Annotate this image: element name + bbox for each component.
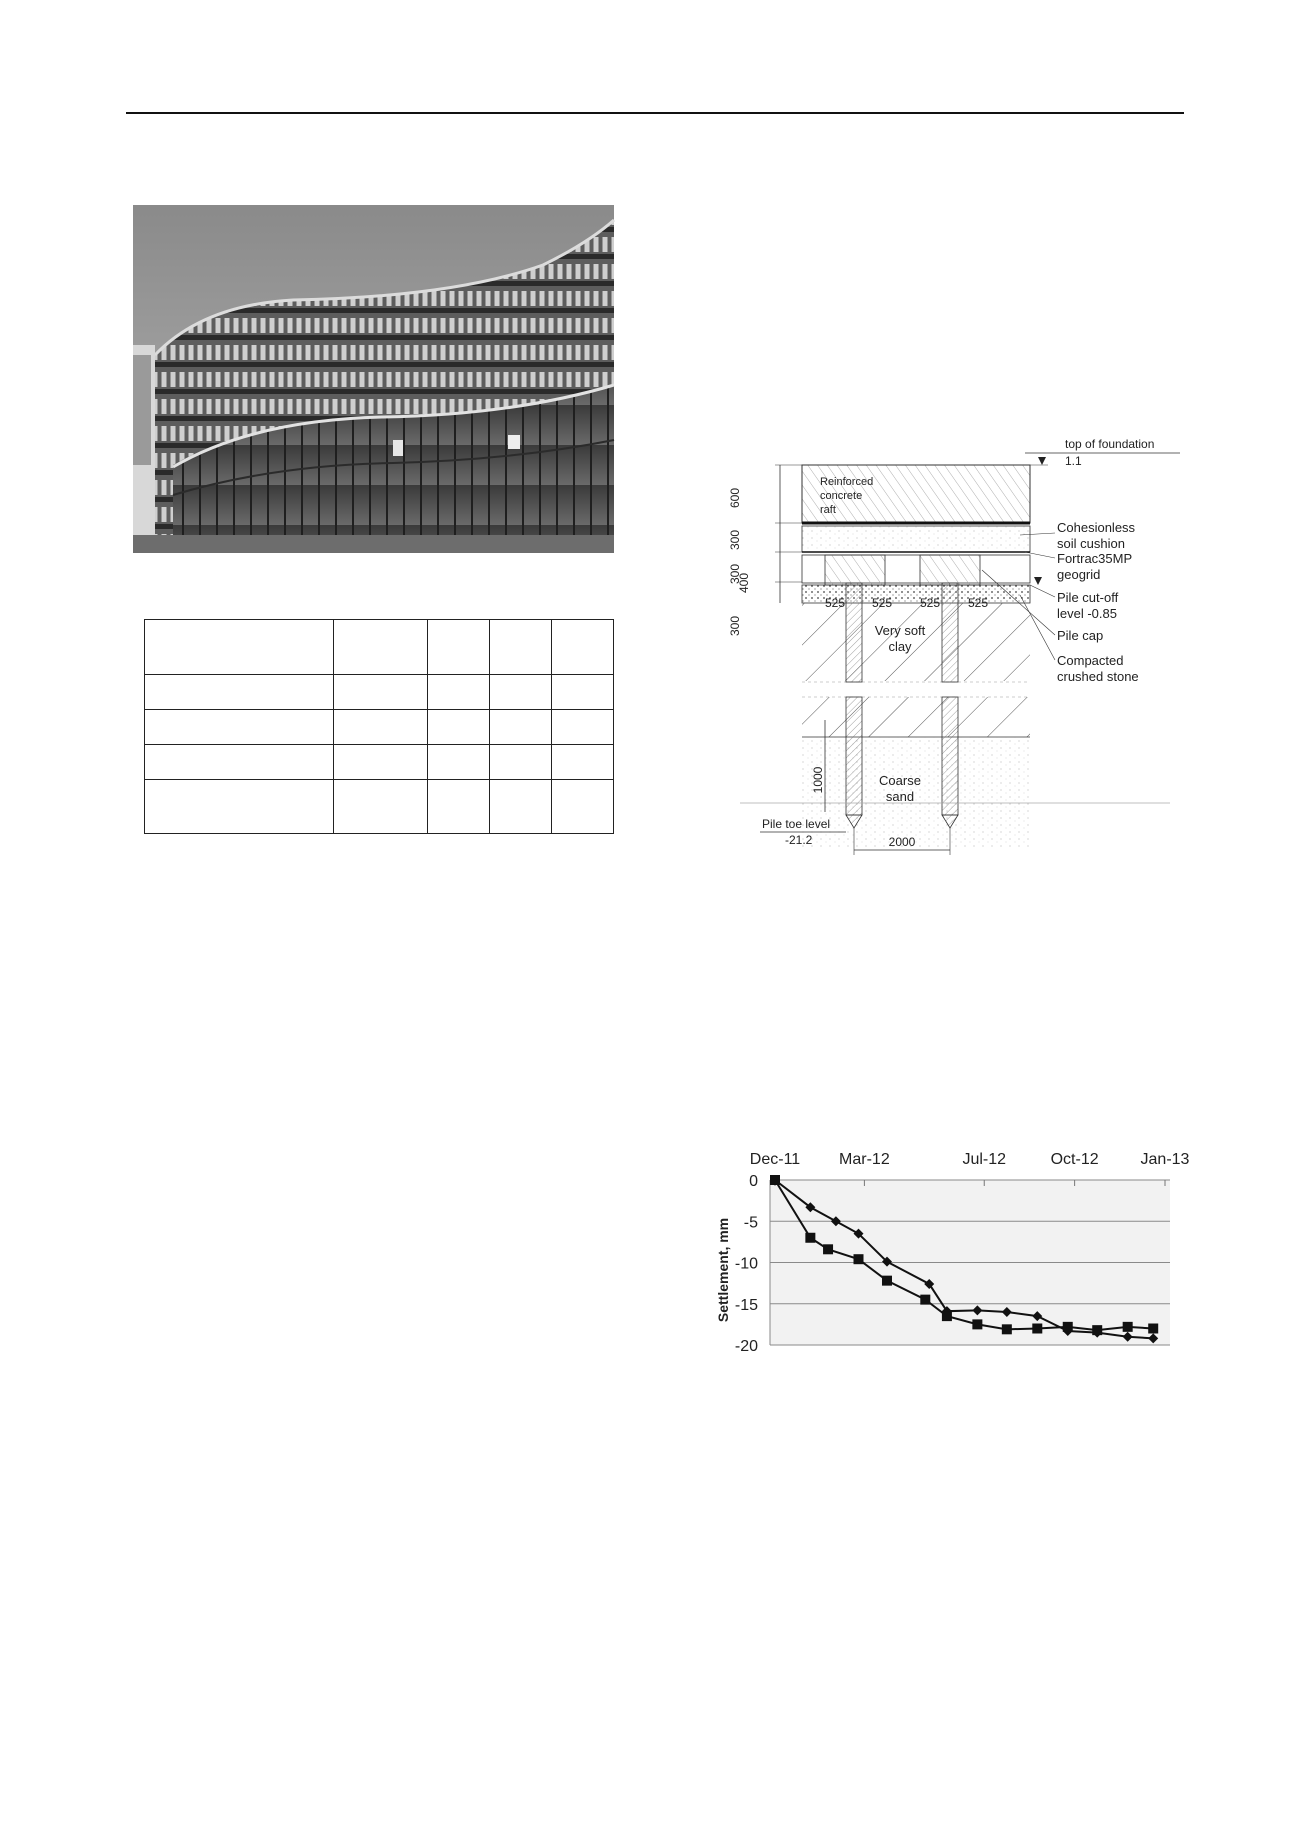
table-cell xyxy=(552,710,614,745)
foundation-section-diagram xyxy=(720,410,1190,880)
y-tick-label: -5 xyxy=(743,1214,758,1232)
table-cell xyxy=(552,675,614,710)
pile-toe-level: -21.2 xyxy=(785,833,813,847)
table-cell xyxy=(552,745,614,780)
table-cell xyxy=(428,745,490,780)
settlement-chart xyxy=(700,1110,1190,1360)
dim-label: 300 xyxy=(728,615,742,637)
x-tick-label: Jul-12 xyxy=(962,1151,1007,1168)
x-tick-label: Mar-12 xyxy=(839,1151,890,1168)
table-cell xyxy=(428,620,490,675)
geogrid-label: geogrid xyxy=(1057,567,1101,582)
dim-label: 1000 xyxy=(811,766,825,794)
table-cell xyxy=(333,675,428,710)
table-cell xyxy=(490,675,552,710)
data-point xyxy=(942,1311,952,1321)
data-point xyxy=(805,1233,815,1243)
data-point xyxy=(1032,1324,1042,1334)
data-point xyxy=(770,1175,780,1185)
table-cell xyxy=(552,780,614,834)
raft-label: concrete xyxy=(820,490,863,502)
table-cell xyxy=(490,745,552,780)
table-cell xyxy=(333,780,428,834)
x-tick-label: Oct-12 xyxy=(1050,1151,1099,1168)
chart-grid xyxy=(770,1180,1170,1345)
data-point xyxy=(920,1295,930,1305)
table-cell xyxy=(145,620,334,675)
table-cell xyxy=(145,710,334,745)
table-cell xyxy=(145,675,334,710)
data-point xyxy=(1148,1324,1158,1334)
dim-label: 525 xyxy=(871,596,893,610)
sand-layer xyxy=(802,737,1030,847)
table-cell xyxy=(428,675,490,710)
dim-label: 525 xyxy=(824,596,846,610)
crushed-stone-label: Compacted xyxy=(1057,653,1124,668)
data-point xyxy=(972,1319,982,1329)
pile-cap xyxy=(920,555,980,585)
y-tick-label: 0 xyxy=(749,1173,758,1190)
geogrid-label: Fortrac35MP xyxy=(1057,551,1133,566)
pile-toe-label: Pile toe level xyxy=(762,817,831,831)
table-cell xyxy=(145,780,334,834)
header-rule xyxy=(126,112,1184,114)
table-row xyxy=(145,780,614,834)
dim-label: 2000 xyxy=(888,835,916,849)
table-cell xyxy=(428,780,490,834)
dim-label: 300 xyxy=(728,529,742,551)
crushed-stone-label: crushed stone xyxy=(1057,669,1139,684)
table-row xyxy=(145,745,614,780)
table-cell xyxy=(145,745,334,780)
table-cell xyxy=(490,620,552,675)
x-tick-label: Jan-13 xyxy=(1140,1151,1190,1168)
dim-label: 525 xyxy=(967,596,989,610)
data-table xyxy=(144,619,614,834)
dim-label: 600 xyxy=(728,487,742,509)
data-point xyxy=(1063,1322,1073,1332)
pile xyxy=(846,583,862,828)
table-row xyxy=(145,675,614,710)
y-tick-label: -20 xyxy=(734,1338,758,1355)
table-cell xyxy=(490,710,552,745)
raft-label: raft xyxy=(820,504,836,516)
dim-label: 400 xyxy=(737,572,751,594)
raft-label: Reinforced xyxy=(820,476,874,488)
clay-layer xyxy=(802,603,1030,681)
table-row xyxy=(145,710,614,745)
data-point xyxy=(854,1254,864,1264)
table-cell xyxy=(428,710,490,745)
dim-label: 525 xyxy=(919,596,941,610)
cushion-label: Cohesionless xyxy=(1057,520,1136,535)
clay-label: clay xyxy=(888,639,912,654)
y-tick-label: -15 xyxy=(734,1296,758,1314)
top-foundation-label: top of foundation xyxy=(1065,437,1155,451)
cushion-label: soil cushion xyxy=(1057,536,1125,551)
clay-layer xyxy=(802,697,1030,737)
building-photo xyxy=(133,205,614,553)
sand-label: sand xyxy=(885,789,915,804)
data-point xyxy=(823,1244,833,1254)
y-tick-label: -10 xyxy=(734,1255,758,1273)
table-row xyxy=(145,620,614,675)
table-cell xyxy=(552,620,614,675)
dim-label: 300 xyxy=(728,563,742,585)
data-point xyxy=(1002,1324,1012,1334)
data-point xyxy=(882,1276,892,1286)
table-cell xyxy=(333,710,428,745)
x-tick-label: Dec-11 xyxy=(749,1151,801,1168)
pile-cap-label: Pile cap xyxy=(1057,628,1104,643)
clay-label: Very soft xyxy=(874,623,926,638)
data-point xyxy=(1123,1322,1133,1332)
top-foundation-level: 1.1 xyxy=(1065,454,1082,468)
table-cell xyxy=(490,780,552,834)
data-point xyxy=(1092,1325,1102,1335)
sand-label: Coarse xyxy=(879,773,921,788)
pile-cap xyxy=(825,555,885,585)
y-axis-label: Settlement, mm xyxy=(715,1217,731,1323)
cutoff-label: level -0.85 xyxy=(1057,606,1117,621)
cutoff-label: Pile cut-off xyxy=(1057,590,1119,605)
table-cell xyxy=(333,745,428,780)
pile xyxy=(942,583,958,828)
table-cell xyxy=(333,620,428,675)
